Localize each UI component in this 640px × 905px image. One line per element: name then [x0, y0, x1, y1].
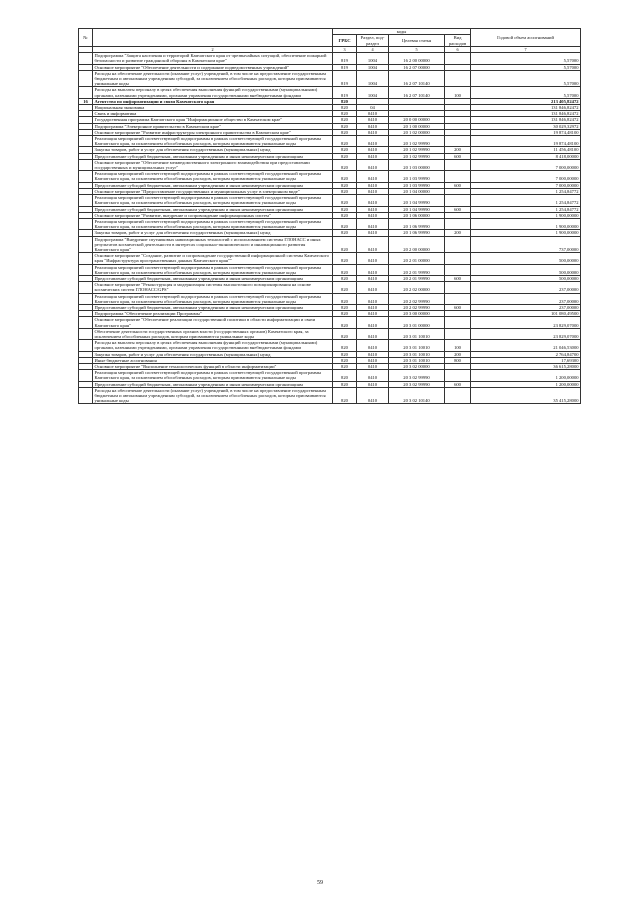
row-target-cell: 20 2 01 00000: [389, 253, 445, 264]
row-amount-cell: 5,57000: [471, 64, 581, 70]
row-type-cell: 600: [445, 182, 471, 188]
row-grbs-cell: 820: [333, 182, 357, 188]
row-name-cell: Расходы на обеспечение деятельности (оказание услуг) учреждений, в том числе на предоставление государственным бюджетным и автономным учреждениям субсидий, за исключением обособленных расходов, которым присваиваются уникальные коды: [93, 387, 333, 404]
row-section-cell: 0410: [357, 340, 389, 351]
row-target-cell: 20 1 02 99990: [389, 147, 445, 153]
row-amount-cell: 1 254,84772: [471, 188, 581, 194]
row-section-cell: 0410: [357, 363, 389, 369]
row-type-cell: 200: [445, 351, 471, 357]
row-number-cell: [79, 340, 93, 351]
row-amount-cell: 11 456,48100: [471, 147, 581, 153]
row-grbs-cell: 820: [333, 357, 357, 363]
row-amount-cell: 7 000,00000: [471, 171, 581, 182]
row-name-cell: Подпрограмма "Электронное правительство в Камчатском крае": [93, 123, 333, 129]
row-name-cell: Национальная экономика: [93, 105, 333, 111]
row-target-cell: 20 3 01 10010: [389, 357, 445, 363]
row-section-cell: 0410: [357, 387, 389, 404]
row-target-cell: 20 3 02 00000: [389, 363, 445, 369]
header-index-cell: 4: [357, 47, 389, 53]
row-grbs-cell: 820: [333, 111, 357, 117]
row-amount-cell: 131 846,82472: [471, 117, 581, 123]
row-target-cell: 20 1 02 99990: [389, 153, 445, 159]
row-name-cell: Закупка товаров, работ и услуг для обеспечения государственных (муниципальных) нужд: [93, 147, 333, 153]
row-grbs-cell: 820: [333, 212, 357, 218]
row-target-cell: 20 2 01 99990: [389, 275, 445, 281]
row-grbs-cell: 820: [333, 311, 357, 317]
row-number-cell: [79, 218, 93, 229]
row-name-cell: Основное мероприятие "Выполнение технологических функций в области информатизации": [93, 363, 333, 369]
header-exp-type: Вид расходов: [445, 35, 471, 47]
row-type-cell: [445, 236, 471, 253]
row-section-cell: 04: [357, 105, 389, 111]
row-amount-cell: 2 764,84700: [471, 351, 581, 357]
row-target-cell: 20 1 06 00000: [389, 212, 445, 218]
table-row: [79, 195, 581, 206]
row-amount-cell: 5,57000: [471, 87, 581, 98]
table-row: [79, 293, 581, 304]
row-name-cell: Предоставление субсидий бюджетным, автономным учреждениям и иным некоммерческим организациям: [93, 304, 333, 310]
row-grbs-cell: 820: [333, 236, 357, 253]
row-type-cell: [445, 253, 471, 264]
row-name-cell: Реализация мероприятий соответствующей подпрограммы в рамках соответствующей государственной программы Камчатского края, за исключением обособленных расходов, которым присваиваются уникальные коды: [93, 195, 333, 206]
row-section-cell: 0410: [357, 304, 389, 310]
row-amount-cell: 237,00000: [471, 304, 581, 310]
row-name-cell: Основное мероприятие "Обеспечение деятельности и содержание подведомственных учреждений": [93, 64, 333, 70]
header-annual-volume: Годовой объем ассигнований: [471, 29, 581, 47]
row-section-cell: 0410: [357, 206, 389, 212]
row-type-cell: 200: [445, 230, 471, 236]
row-amount-cell: 500,00000: [471, 264, 581, 275]
row-amount-cell: 237,00000: [471, 282, 581, 293]
row-target-cell: 20 2 02 99990: [389, 293, 445, 304]
row-target-cell: 20 1 04 00000: [389, 188, 445, 194]
row-grbs-cell: 820: [333, 123, 357, 129]
row-section-cell: 0410: [357, 282, 389, 293]
row-amount-cell: 500,00000: [471, 275, 581, 281]
row-name-cell: Предоставление субсидий бюджетным, автономным учреждениям и иным некоммерческим организациям: [93, 153, 333, 159]
row-target-cell: 20 1 03 99990: [389, 182, 445, 188]
row-target-cell: 16 2 07 10140: [389, 70, 445, 87]
row-name-cell: Закупка товаров, работ и услуг для обеспечения государственных (муниципальных) нужд: [93, 351, 333, 357]
row-target-cell: 20 1 02 00000: [389, 129, 445, 135]
row-grbs-cell: 820: [333, 206, 357, 212]
row-target-cell: 20 1 02 99990: [389, 136, 445, 147]
row-type-cell: 200: [445, 147, 471, 153]
row-amount-cell: 131 846,82472: [471, 111, 581, 117]
row-name-cell: Расходы на обеспечение деятельности (оказание услуг) учреждений, в том числе на предоставление государственным бюджетным и автономным учреждениям субсидий, за исключением обособленных расходов, которым присваиваются уникальные коды: [93, 70, 333, 87]
row-number-cell: [79, 264, 93, 275]
header-row-top: [79, 29, 581, 35]
row-target-cell: 20 3 02 10140: [389, 387, 445, 404]
row-type-cell: [445, 136, 471, 147]
table-row: [79, 317, 581, 328]
row-grbs-cell: 820: [333, 370, 357, 381]
row-section-cell: 1004: [357, 64, 389, 70]
row-section-cell: 0410: [357, 129, 389, 135]
row-section-cell: 0410: [357, 370, 389, 381]
row-name-cell: Реализация мероприятий соответствующей подпрограммы в рамках соответствующей государственной программы Камчатского края, за исключением обособленных расходов, которым присваиваются уникальные коды: [93, 264, 333, 275]
row-target-cell: 20 1 06 99990: [389, 230, 445, 236]
row-grbs-cell: 820: [333, 293, 357, 304]
row-grbs-cell: 820: [333, 195, 357, 206]
row-amount-cell: 7 000,00000: [471, 182, 581, 188]
row-type-cell: [445, 53, 471, 64]
row-target-cell: 20 3 02 99990: [389, 370, 445, 381]
row-type-cell: [445, 370, 471, 381]
row-number-cell: [79, 317, 93, 328]
row-amount-cell: 1 200,00000: [471, 381, 581, 387]
row-grbs-cell: 820: [333, 253, 357, 264]
row-amount-cell: 1 900,00000: [471, 218, 581, 229]
row-grbs-cell: 820: [333, 363, 357, 369]
row-type-cell: 600: [445, 153, 471, 159]
row-grbs-cell: 820: [333, 129, 357, 135]
row-target-cell: 20 3 02 99990: [389, 381, 445, 387]
row-amount-cell: 1 254,84772: [471, 195, 581, 206]
row-name-cell: Расходы на выплаты персоналу в целях обеспечения выполнения функций государственными (муниципальными) органами, казенными учреждениями, органами управления государственными внебюджетными фондами: [93, 340, 333, 351]
row-number-cell: [79, 53, 93, 64]
row-target-cell: 16 2 07 00000: [389, 64, 445, 70]
row-target-cell: 20 2 01 99990: [389, 264, 445, 275]
row-name-cell: Подпрограмма "Защита населения и территорий Камчатского края от чрезвычайных ситуаций, обеспечение пожарной безопасности и развитие гражданской обороны в Камчатском крае": [93, 53, 333, 64]
row-section-cell: 0410: [357, 236, 389, 253]
row-type-cell: [445, 171, 471, 182]
row-section-cell: 0410: [357, 317, 389, 328]
row-grbs-cell: 820: [333, 188, 357, 194]
row-grbs-cell: 820: [333, 387, 357, 404]
header-index-cell: 2: [93, 47, 333, 53]
header-name: [93, 29, 333, 47]
row-name-cell: Предоставление субсидий бюджетным, автономным учреждениям и иным некоммерческим организациям: [93, 206, 333, 212]
row-name-cell: Основное мероприятие "Обеспечение межведомственного электронного взаимодействия при предоставлении государственных и муниципальных услуг": [93, 159, 333, 170]
row-section-cell: 1004: [357, 87, 389, 98]
row-number-cell: [79, 236, 93, 253]
row-amount-cell: 23 829,07000: [471, 317, 581, 328]
row-section-cell: 0410: [357, 264, 389, 275]
row-amount-cell: 17,69300: [471, 357, 581, 363]
row-section-cell: 0410: [357, 351, 389, 357]
row-grbs-cell: 819: [333, 64, 357, 70]
row-grbs-cell: 820: [333, 105, 357, 111]
row-type-cell: [445, 70, 471, 87]
row-grbs-cell: 820: [333, 340, 357, 351]
row-target-cell: 20 0 00 00000: [389, 117, 445, 123]
row-target-cell: 16 2 00 00000: [389, 53, 445, 64]
row-grbs-cell: 820: [333, 117, 357, 123]
row-type-cell: 600: [445, 304, 471, 310]
row-section-cell: 0410: [357, 111, 389, 117]
row-name-cell: Расходы на выплаты персоналу в целях обеспечения выполнения функций государственными (муниципальными) органами, казенными учреждениями, органами управления государственными внебюджетными фондами: [93, 87, 333, 98]
row-amount-cell: 19 874,48100: [471, 129, 581, 135]
row-grbs-cell: 820: [333, 98, 357, 104]
row-grbs-cell: 820: [333, 218, 357, 229]
row-amount-cell: 101 080,49500: [471, 311, 581, 317]
row-number-cell: [79, 195, 93, 206]
row-name-cell: Основное мероприятие "Предоставление государственных и муниципальных услуг в электронном виде": [93, 188, 333, 194]
header-index-cell: 7: [471, 47, 581, 53]
table-row: [79, 53, 581, 64]
row-type-cell: [445, 317, 471, 328]
budget-rows: [79, 53, 581, 404]
row-grbs-cell: 820: [333, 304, 357, 310]
row-grbs-cell: 820: [333, 351, 357, 357]
row-grbs-cell: 820: [333, 171, 357, 182]
row-grbs-cell: 820: [333, 264, 357, 275]
row-amount-cell: 1 254,84772: [471, 206, 581, 212]
row-number-cell: [79, 328, 93, 339]
row-grbs-cell: 819: [333, 70, 357, 87]
row-grbs-cell: 820: [333, 381, 357, 387]
row-section-cell: 0410: [357, 381, 389, 387]
table-row: [79, 70, 581, 87]
budget-table: [78, 28, 581, 404]
row-type-cell: [445, 328, 471, 339]
row-section-cell: 0410: [357, 195, 389, 206]
row-section-cell: 0410: [357, 123, 389, 129]
row-type-cell: [445, 282, 471, 293]
row-target-cell: 16 2 07 10140: [389, 87, 445, 98]
row-amount-cell: 213 405,82472: [471, 98, 581, 104]
row-section-cell: 0410: [357, 171, 389, 182]
row-number-cell: [79, 70, 93, 87]
row-grbs-cell: 819: [333, 53, 357, 64]
row-section-cell: 0410: [357, 218, 389, 229]
table-row: [79, 136, 581, 147]
row-amount-cell: 8 418,00000: [471, 153, 581, 159]
row-section-cell: 0410: [357, 117, 389, 123]
row-section-cell: 0410: [357, 230, 389, 236]
row-section-cell: 0410: [357, 182, 389, 188]
row-amount-cell: 7 000,00000: [471, 159, 581, 170]
row-amount-cell: 36 615,28000: [471, 363, 581, 369]
table-row: [79, 159, 581, 170]
header-number: №: [79, 29, 93, 47]
row-target-cell: 20 2 02 00000: [389, 282, 445, 293]
table-row: [79, 264, 581, 275]
row-name-cell: Агентство по информатизации и связи Камчатского края: [93, 98, 333, 104]
row-target-cell: 20 2 02 99990: [389, 304, 445, 310]
budget-sheet: [78, 28, 580, 404]
row-name-cell: Основное мероприятие "Обеспечение реализации государственной политики в области информатизации и связи Камчатского края": [93, 317, 333, 328]
page-number: 59: [317, 880, 323, 886]
row-name-cell: Реализация мероприятий соответствующей подпрограммы в рамках соответствующей государственной программы Камчатского края, за исключением обособленных расходов, которым присваиваются уникальные коды: [93, 136, 333, 147]
row-amount-cell: 35 415,28000: [471, 387, 581, 404]
row-name-cell: Реализация мероприятий соответствующей подпрограммы в рамках соответствующей государственной программы Камчатского края, за исключением обособленных расходов, которым присваиваются уникальные коды: [93, 370, 333, 381]
row-name-cell: Закупка товаров, работ и услуг для обеспечения государственных (муниципальных) нужд: [93, 230, 333, 236]
row-section-cell: 0410: [357, 311, 389, 317]
table-row: [79, 87, 581, 98]
row-name-cell: Иные бюджетные ассигнования: [93, 357, 333, 363]
row-number-cell: [79, 370, 93, 381]
row-grbs-cell: 819: [333, 87, 357, 98]
row-target-cell: 20 3 01 10010: [389, 328, 445, 339]
row-grbs-cell: 820: [333, 147, 357, 153]
row-target-cell: 20 1 06 99990: [389, 218, 445, 229]
row-section-cell: 0410: [357, 275, 389, 281]
row-name-cell: Предоставление субсидий бюджетным, автономным учреждениям и иным некоммерческим организациям: [93, 381, 333, 387]
row-type-cell: [445, 159, 471, 170]
row-grbs-cell: 820: [333, 282, 357, 293]
table-row: [79, 387, 581, 404]
header-codes: коды: [333, 29, 471, 35]
row-grbs-cell: 820: [333, 328, 357, 339]
row-name-cell: Предоставление субсидий бюджетным, автономным учреждениям и иным некоммерческим организациям: [93, 182, 333, 188]
row-section-cell: 0410: [357, 136, 389, 147]
row-name-cell: Предоставление субсидий бюджетным, автономным учреждениям и иным некоммерческим организациям: [93, 275, 333, 281]
row-number-cell: [79, 87, 93, 98]
row-section-cell: 0410: [357, 212, 389, 218]
row-amount-cell: 1 900,00000: [471, 230, 581, 236]
row-grbs-cell: 820: [333, 275, 357, 281]
row-name-cell: Государственная программа Камчатского края "Информационное общество в Камчатском крае": [93, 117, 333, 123]
row-amount-cell: 21 046,53000: [471, 340, 581, 351]
row-amount-cell: 1 200,00000: [471, 370, 581, 381]
row-amount-cell: 237,00000: [471, 293, 581, 304]
row-number-cell: [79, 387, 93, 404]
row-number-cell: [79, 293, 93, 304]
row-name-cell: Основное мероприятие "Создание, развитие и сопровождение государственной информационной системы Камчатского края "Инфраструктура пространственных данных Камчатского края"": [93, 253, 333, 264]
row-type-cell: 100: [445, 340, 471, 351]
row-amount-cell: 500,00000: [471, 253, 581, 264]
row-type-cell: 600: [445, 206, 471, 212]
row-section-cell: 0410: [357, 357, 389, 363]
row-name-cell: Связь и информатика: [93, 111, 333, 117]
row-target-cell: 20 3 00 00000: [389, 311, 445, 317]
row-target-cell: 20 1 03 99990: [389, 171, 445, 182]
row-number-cell: 16: [79, 98, 93, 104]
row-name-cell: Основное мероприятие "Развитие инфраструктуры электронного правительства в Камчатском крае": [93, 129, 333, 135]
table-row: [79, 218, 581, 229]
table-row: [79, 370, 581, 381]
table-row: [79, 282, 581, 293]
row-section-cell: 0410: [357, 153, 389, 159]
header-index-cell: 5: [389, 47, 445, 53]
row-number-cell: [79, 253, 93, 264]
row-grbs-cell: 820: [333, 317, 357, 328]
row-target-cell: 20 3 01 00000: [389, 317, 445, 328]
row-number-cell: [79, 282, 93, 293]
row-section-cell: 0410: [357, 188, 389, 194]
row-type-cell: 600: [445, 381, 471, 387]
row-name-cell: Реализация мероприятий соответствующей подпрограммы в рамках соответствующей государственной программы Камчатского края, за исключением обособленных расходов, которым присваиваются уникальные коды: [93, 293, 333, 304]
row-target-cell: 20 1 03 00000: [389, 159, 445, 170]
table-row: [79, 328, 581, 339]
row-type-cell: [445, 293, 471, 304]
row-name-cell: Реализация мероприятий соответствующей подпрограммы в рамках соответствующей государственной программы Камчатского края, за исключением обособленных расходов, которым присваиваются уникальные коды: [93, 218, 333, 229]
row-grbs-cell: 820: [333, 153, 357, 159]
row-target-cell: 20 3 01 10010: [389, 351, 445, 357]
row-name-cell: Реализация мероприятий соответствующей подпрограммы в рамках соответствующей государственной программы Камчатского края, за исключением обособленных расходов, которым присваиваются уникальные коды: [93, 171, 333, 182]
row-amount-cell: 1 900,00000: [471, 212, 581, 218]
row-type-cell: [445, 387, 471, 404]
table-row: [79, 340, 581, 351]
row-type-cell: 100: [445, 87, 471, 98]
table-row: [79, 171, 581, 182]
row-name-cell: Основное мероприятие "Развитие, внедрение и сопровождение информационных систем": [93, 212, 333, 218]
row-target-cell: 20 1 04 99990: [389, 195, 445, 206]
row-section-cell: 1004: [357, 70, 389, 87]
row-section-cell: 0410: [357, 253, 389, 264]
row-grbs-cell: 820: [333, 136, 357, 147]
row-type-cell: 800: [445, 357, 471, 363]
row-number-cell: [79, 171, 93, 182]
row-section-cell: 0410: [357, 147, 389, 153]
row-name-cell: Обеспечение деятельности государственных органов власти (государственных органов) Камчатского края, за исключением обособленных расходов, которым присваиваются уникальные коды: [93, 328, 333, 339]
row-amount-cell: 737,00000: [471, 236, 581, 253]
row-amount-cell: 5,57000: [471, 53, 581, 64]
row-grbs-cell: 820: [333, 230, 357, 236]
header-index-cell: 6: [445, 47, 471, 53]
row-amount-cell: 23 829,07000: [471, 328, 581, 339]
row-grbs-cell: 820: [333, 159, 357, 170]
table-row: [79, 236, 581, 253]
row-target-cell: 20 3 01 10010: [389, 340, 445, 351]
header-grbs: ГРБС: [333, 35, 357, 47]
row-name-cell: Основное мероприятие "Реконструкция и модернизация системы высокоточного позиционирования на основе космических систем ГЛОНАСС/GPS": [93, 282, 333, 293]
row-target-cell: 20 2 00 00000: [389, 236, 445, 253]
row-section-cell: 0410: [357, 159, 389, 170]
table-row: [79, 253, 581, 264]
row-name-cell: Подпрограмма "Обеспечение реализации Программы": [93, 311, 333, 317]
header-section: Раздел, под-раздел: [357, 35, 389, 47]
header-target: Целевая статья: [389, 35, 445, 47]
row-amount-cell: 131 846,82472: [471, 105, 581, 111]
row-amount-cell: 5,57000: [471, 70, 581, 87]
row-type-cell: [445, 218, 471, 229]
row-target-cell: 20 1 00 00000: [389, 123, 445, 129]
row-amount-cell: 19 874,48100: [471, 136, 581, 147]
row-number-cell: [79, 159, 93, 170]
row-section-cell: 0410: [357, 293, 389, 304]
row-target-cell: 20 1 04 99990: [389, 206, 445, 212]
row-number-cell: [79, 136, 93, 147]
row-amount-cell: 30 029,32972: [471, 123, 581, 129]
header-index-cell: 3: [333, 47, 357, 53]
row-section-cell: 1004: [357, 53, 389, 64]
row-name-cell: Подпрограмма "Внедрение спутниковых навигационных технологий с использованием системы ГЛОНАСС и иных результатов космической деятельности в интересах социально-экономического и инновационного развития Камчатского края": [93, 236, 333, 253]
row-type-cell: [445, 195, 471, 206]
row-type-cell: 600: [445, 275, 471, 281]
row-type-cell: [445, 264, 471, 275]
row-section-cell: 0410: [357, 328, 389, 339]
